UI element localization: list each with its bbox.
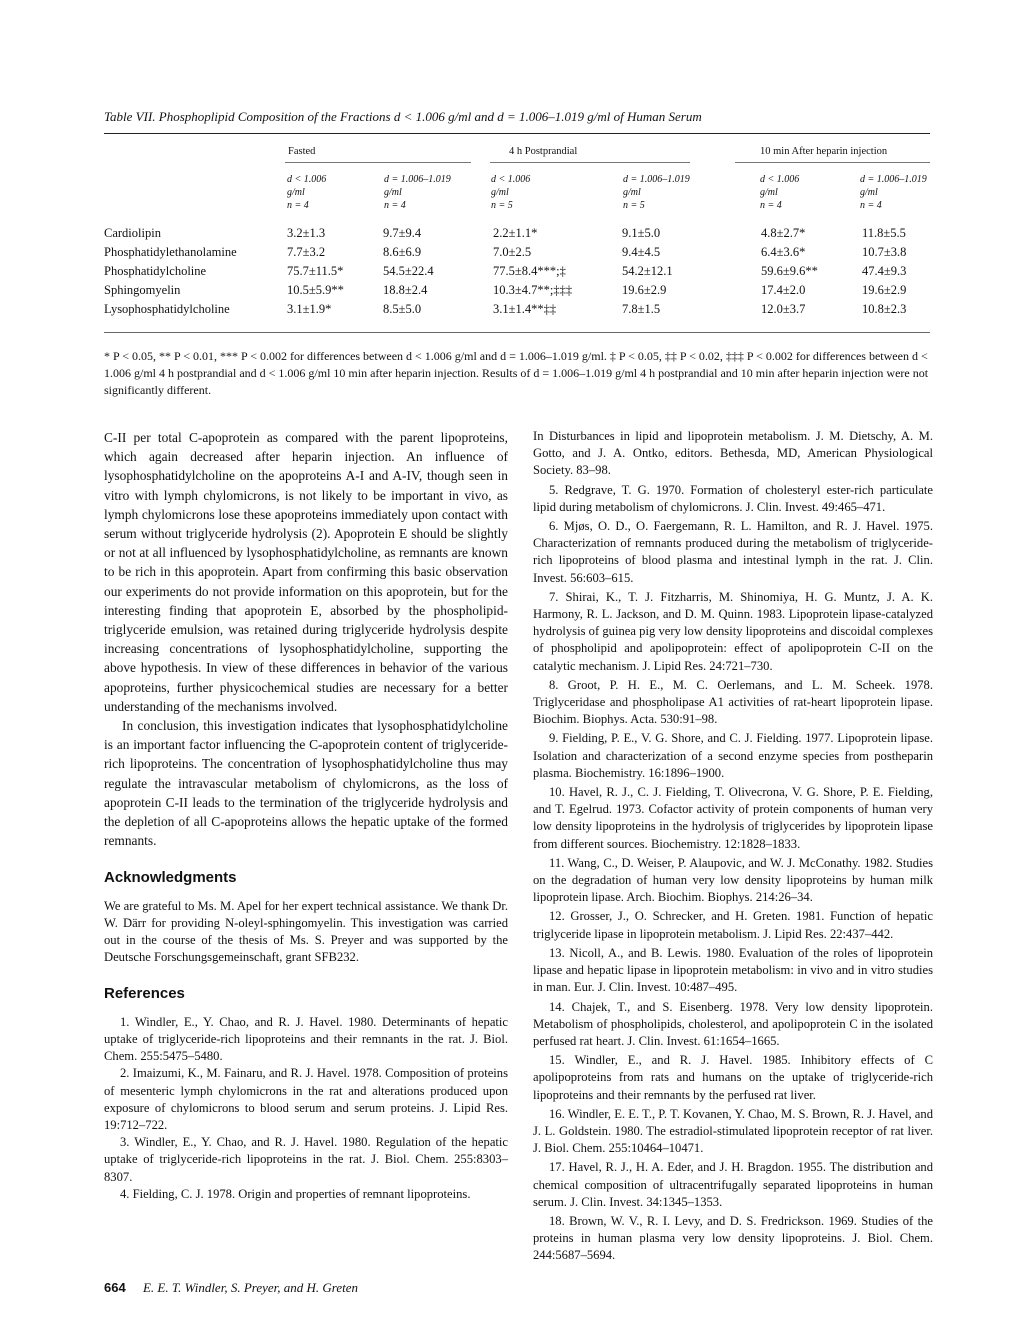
reference-item: 13. Nicoll, A., and B. Lewis. 1980. Evaluation of the roles of lipoprotein lipase and hepatic lipase in lipoprotein metabolism: in vivo and in vitro studies in man. Eur. J. Clin. Invest. 10:487–495.	[533, 945, 933, 995]
right-column	[533, 428, 933, 1267]
table-cell: 2.2±1.1*	[493, 226, 538, 240]
table-cell: 11.8±5.5	[862, 226, 906, 240]
table-cell: 17.4±2.0	[761, 283, 806, 297]
reference-item: 7. Shirai, K., T. J. Fitzharris, M. Shinomiya, H. G. Muntz, J. A. K. Harmony, R. L. Jackson, and D. M. Quinn. 1983. Lipoprotein lipase-catalyzed hydrolysis of guinea pig very low density lipoproteins and discoidal complexes of phospholipid and apolipoprotein: effect of apolipoprotein C-II on the catalytic mechanism. J. Lipid Res. 24:721–730.	[533, 589, 933, 673]
column-header: d < 1.006 g/ml n = 4	[760, 174, 800, 211]
running-authors: E. E. T. Windler, S. Preyer, and H. Greten	[142, 1280, 359, 1295]
page-footer	[104, 1280, 358, 1296]
table-footnote: * P < 0.05, ** P < 0.01, *** P < 0.002 for differences between d < 1.006 g/ml and d = 1.006–1.019 g/ml. ‡ P < 0.05, ‡‡ P < 0.02, ‡‡‡ P < 0.002 for differences between d < 1.006 g/ml 4 h postprandial and d < 1.006 g/ml 10 min after heparin injection. Results of d = 1.006–1.019 g/ml 4 h postprandial and 10 min after heparin injection were not significantly different.	[104, 349, 929, 397]
table-cell: 9.4±4.5	[622, 245, 661, 259]
page-number: 664	[104, 1280, 126, 1295]
acknowledgments-text: We are grateful to Ms. M. Apel for her expert technical assistance. We thank Dr. W. Därr for providing N-oleyl-sphingomyelin. This investigation was carried out in the course of the thesis of Ms. S. Preyer and was supported by the Deutsche Forschungsgemeinschaft, grant SFB232.	[104, 898, 508, 965]
reference-item: 4. Fielding, C. J. 1978. Origin and properties of remnant lipoproteins.	[120, 1186, 471, 1201]
table-bottom-rule	[104, 332, 930, 333]
table-caption: Table VII. Phosphoplipid Composition of the Fractions d < 1.006 g/ml and d = 1.006–1.019 g/ml of Human Serum	[104, 109, 702, 124]
row-label-phosphatidylcholine: Phosphatidylcholine	[104, 264, 207, 278]
reference-item: 10. Havel, R. J., C. J. Fielding, T. Olivecrona, V. G. Shore, P. E. Fielding, and T. Egelrud. 1973. Cofactor activity of protein components of human very low density lipoproteins in the hydrolysis of triglycerides by lipoprotein lipase from different sources. Biochemistry. 12:1828–1833.	[533, 785, 933, 851]
table-cell: 10.8±2.3	[862, 302, 907, 316]
table-cell: 9.1±5.0	[622, 226, 661, 240]
references-heading: References	[104, 985, 185, 1003]
table-cell: 12.0±3.7	[761, 302, 806, 316]
table-cell: 9.7±9.4	[383, 226, 422, 240]
table-cell: 7.7±3.2	[287, 245, 326, 259]
table-cell: 6.4±3.6*	[761, 245, 806, 259]
acknowledgments-heading: Acknowledgments	[104, 869, 237, 887]
table-cell: 18.8±2.4	[383, 283, 428, 297]
column-header: d < 1.006 g/ml n = 4	[287, 174, 327, 211]
group-rule-postprandial	[490, 162, 690, 163]
table-cell: 4.8±2.7*	[761, 226, 806, 240]
table-cell: 3.1±1.9*	[287, 302, 332, 316]
column-header: d = 1.006–1.019 g/ml n = 4	[384, 174, 451, 211]
row-label-lysophosphatidylcholine: Lysophosphatidylcholine	[104, 302, 230, 316]
table-cell: 3.2±1.3	[287, 226, 326, 240]
group-header-heparin: 10 min After heparin injection	[760, 146, 888, 157]
row-label-phosphatidylethanolamine: Phosphatidylethanolamine	[104, 245, 237, 259]
reference-item: 12. Grosser, J., O. Schrecker, and H. Greten. 1981. Function of hepatic triglyceride lipase in lipoprotein metabolism. J. Lipid Res. 22:437–442.	[533, 909, 933, 941]
table-cell: 19.6±2.9	[622, 283, 667, 297]
column-header: d = 1.006–1.019 g/ml n = 5	[623, 174, 690, 211]
row-label-sphingomyelin: Sphingomyelin	[104, 283, 181, 297]
reference-item: 16. Windler, E. E. T., P. T. Kovanen, Y. Chao, M. S. Brown, R. J. Havel, and J. L. Goldstein. 1980. The estradiol-stimulated lipoprotein receptor of rat liver. J. Biol. Chem. 255:10464–10471.	[533, 1106, 933, 1156]
group-rule-fasted	[285, 162, 471, 163]
table-cell: 3.1±1.4**‡‡	[493, 302, 557, 316]
table-cell: 7.0±2.5	[493, 245, 532, 259]
group-header-fasted: Fasted	[288, 146, 316, 157]
table-cell: 47.4±9.3	[862, 264, 907, 278]
body-paragraph: In conclusion, this investigation indicates that lysophosphatidylcholine is an important factor influencing the C-apoprotein content of triglyceride-rich lipoproteins. The concentration of lysophosphatidylcholine thus may regulate the intravascular metabolism of chylomicrons, as the loss of apoprotein C-II leads to the termination of the triglyceride hydrolysis and the depletion of all C-apoproteins allows the hepatic uptake of the formed remnants.	[104, 718, 508, 849]
reference-item: 1. Windler, E., Y. Chao, and R. J. Havel. 1980. Determinants of hepatic uptake of triglyceride-rich lipoproteins and their remnants in the rat. J. Biol. Chem. 255:5475–5480.	[104, 1014, 508, 1064]
reference-item: 3. Windler, E., Y. Chao, and R. J. Havel. 1980. Regulation of the hepatic uptake of triglyceride-rich lipoproteins in the rat. J. Biol. Chem. 255:8303–8307.	[104, 1135, 508, 1184]
body-paragraph: C-II per total C-apoprotein as compared with the parent lipoproteins, which again decreased after heparin injection. An influence of lysophosphatidylcholine on the apoproteins A-I and A-IV, though seen in vitro with lymph chylomicrons, is not likely to be important in vivo, as lymph chylomicrons lose these apoproteins immediately upon contact with serum without triglyceride hydrolysis (2). Apoprotein E should be slightly or not at all influenced by lysophosphatidylcholine, as remnants are known to be rich in this apoprotein. Apart from confirming this basic observation our experiments do not provide information on this apoprotein, but for the interesting finding that apoprotein E, absorbed by the phospholipid-triglyceride emulsion, was retained during triglyceride hydrolysis despite increasing concentrations of lysophosphatidylcholine, supporting the above hypothesis. In view of these differences in behavior of the various apoproteins, further physicochemical studies are necessary for a better understanding of the mechanisms involved.	[104, 430, 508, 714]
table-cell: 54.5±22.4	[383, 264, 434, 278]
reference-item: 2. Imaizumi, K., M. Fainaru, and R. J. Havel. 1978. Composition of proteins of mesenteric lymph chylomicrons in the rat and alterations produced upon exposure of chylomicrons to blood serum and serum proteins. J. Lipid Res. 19:712–722.	[104, 1066, 508, 1132]
reference-item: 17. Havel, R. J., H. A. Eder, and J. H. Bragdon. 1955. The distribution and chemical composition of ultracentrifugally separated lipoproteins in human serum. J. Clin. Invest. 34:1345–1353.	[533, 1160, 933, 1209]
table-top-rule	[104, 133, 930, 134]
table-cell: 10.3±4.7**;‡‡‡	[493, 283, 573, 297]
reference-item: 15. Windler, E., and R. J. Havel. 1985. Inhibitory effects of C apolipoproteins from rats and humans on the uptake of triglyceride-rich lipoproteins and their remnants by the perfused rat liver.	[533, 1053, 933, 1102]
reference-item: 11. Wang, C., D. Weiser, P. Alaupovic, and W. J. McConathy. 1982. Studies on the degradation of human very low density lipoproteins by human milk lipoprotein lipase. Arch. Biochim. Biophys. 214:26–34.	[533, 855, 933, 905]
group-header-postprandial: 4 h Postprandial	[509, 146, 578, 157]
left-column	[104, 428, 508, 1203]
table-cell: 8.6±6.9	[383, 245, 422, 259]
table-cell: 7.8±1.5	[622, 302, 661, 316]
group-rule-heparin	[735, 162, 930, 163]
table-cell: 10.5±5.9**	[287, 283, 344, 297]
reference-item: 18. Brown, W. V., R. I. Levy, and D. S. Fredrickson. 1969. Studies of the proteins in human plasma very low density lipoproteins. J. Biol. Chem. 244:5687–5694.	[533, 1213, 933, 1263]
table-cell: 59.6±9.6**	[761, 264, 818, 278]
table-cell: 54.2±12.1	[622, 264, 673, 278]
row-label-cardiolipin: Cardiolipin	[104, 226, 161, 240]
reference-item: 14. Chajek, T., and S. Eisenberg. 1978. Very low density lipoprotein. Metabolism of phospholipids, cholesterol, and apolipoprotein C in the isolated perfused rat heart. J. Clin. Invest. 61:1654–1665.	[533, 999, 933, 1048]
table-cell: 19.6±2.9	[862, 283, 907, 297]
reference-item: 9. Fielding, P. E., V. G. Shore, and C. J. Fielding. 1977. Lipoprotein lipase. Isolation and characterization of a second enzyme species from postheparin plasma. Biochemistry. 16:1896–1900.	[533, 731, 933, 780]
reference-item: 6. Mjøs, O. D., O. Faergemann, R. L. Hamilton, and R. J. Havel. 1975. Characterization of remnants produced during the metabolism of triglyceride-rich lipoproteins of blood plasma and intestinal lymph in the rat. J. Clin. Invest. 56:603–615.	[533, 519, 933, 585]
reference-continuation: In Disturbances in lipid and lipoprotein metabolism. J. M. Dietschy, A. M. Gotto, and J. A. Ontko, editors. Bethesda, MD, American Physiological Society. 83–98.	[533, 429, 933, 478]
table-cell: 10.7±3.8	[862, 245, 907, 259]
table-cell: 77.5±8.4***;‡	[493, 264, 566, 278]
reference-item: 8. Groot, P. H. E., M. C. Oerlemans, and L. M. Scheek. 1978. Triglyceridase and phospholipase A1 activities of rat-heart lipoprotein lipase. Biochim. Biophys. Acta. 530:91–98.	[533, 677, 933, 727]
table-cell: 75.7±11.5*	[287, 264, 344, 278]
reference-item: 5. Redgrave, T. G. 1970. Formation of cholesteryl ester-rich particulate lipid during metabolism of chylomicrons. J. Clin. Invest. 49:465–471.	[533, 482, 933, 514]
column-header: d = 1.006–1.019 g/ml n = 4	[860, 174, 927, 211]
table-cell: 8.5±5.0	[383, 302, 422, 316]
column-header: d < 1.006 g/ml n = 5	[491, 174, 531, 211]
